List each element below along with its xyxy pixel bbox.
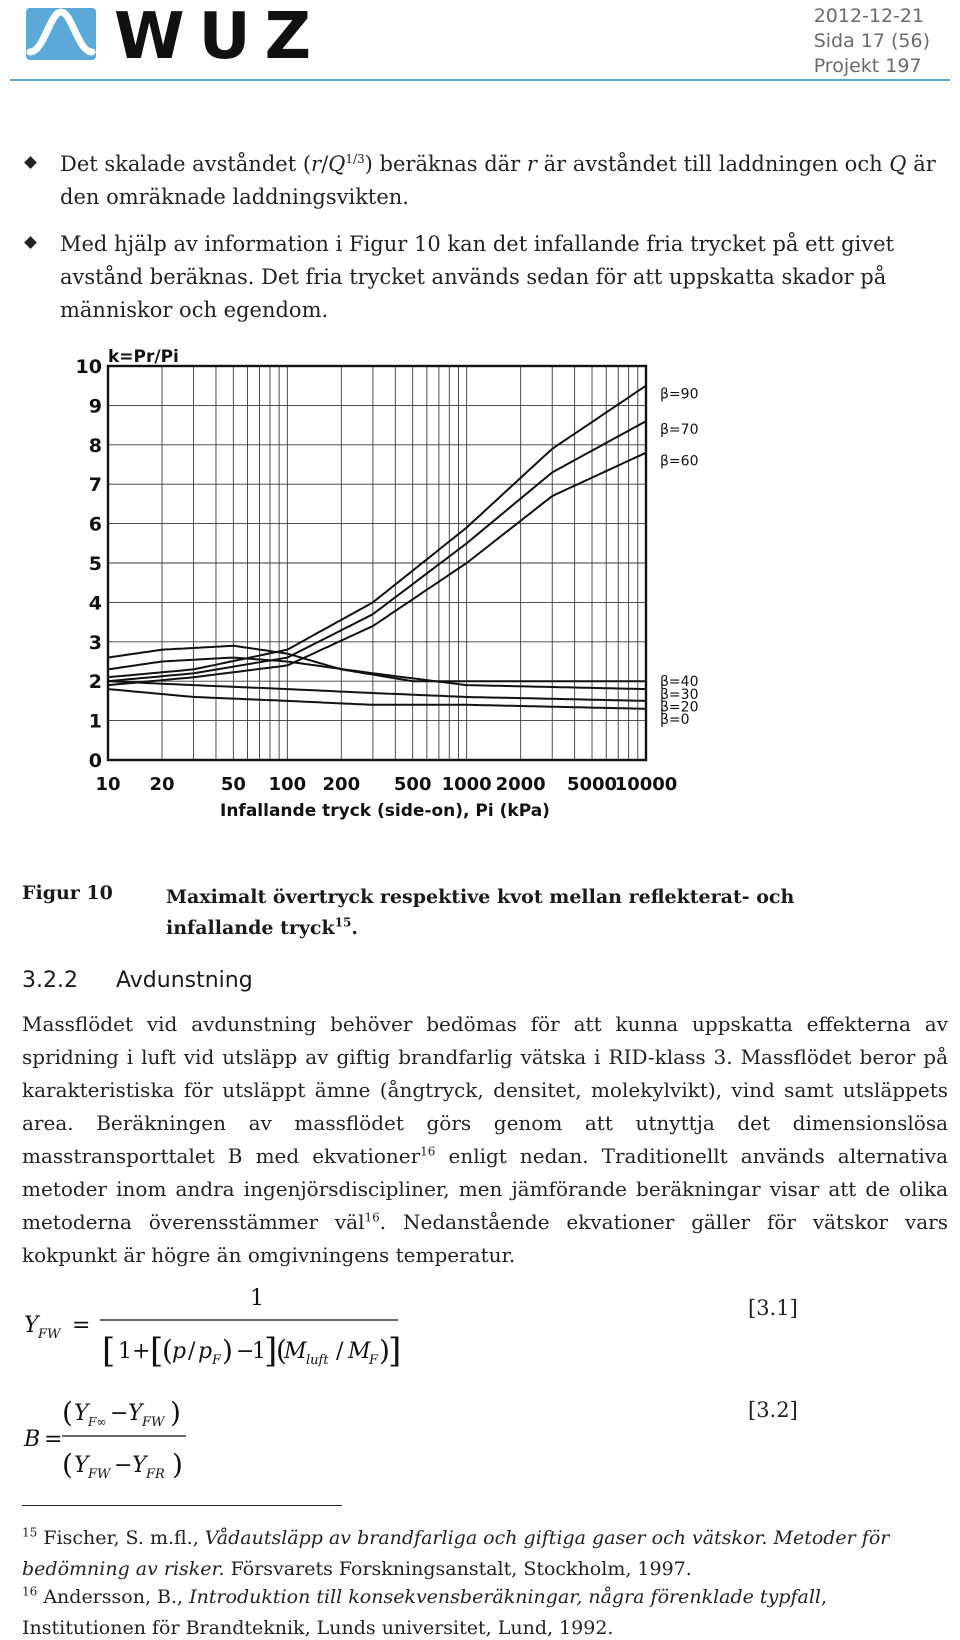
- svg-text:/: /: [188, 1339, 196, 1364]
- series-label: β=0: [660, 712, 690, 729]
- diamond-bullet-icon: [24, 156, 37, 169]
- y-tick-label: 3: [88, 631, 102, 654]
- header-date: 2012-12-21: [813, 5, 925, 27]
- svg-text:Y: Y: [132, 1453, 147, 1478]
- svg-text:): ): [170, 1396, 181, 1429]
- svg-text:B: B: [24, 1427, 41, 1452]
- equation-3-1-label: [3.1]: [748, 1296, 798, 1320]
- svg-text:F: F: [369, 1353, 379, 1368]
- series-line: [108, 386, 646, 678]
- bullet-text: Det skalade avståndet $(r/Q^{1/3})$ beräknas där r är avståndet till laddningen och Q är den omräknade laddningsvikten.: [60, 152, 936, 209]
- wuz-logo: [24, 4, 364, 64]
- svg-text:p: p: [172, 1339, 187, 1364]
- svg-text:−: −: [114, 1453, 133, 1478]
- svg-text:Y: Y: [74, 1401, 89, 1426]
- x-tick-label: 200: [322, 774, 361, 795]
- series-label: β=40: [660, 674, 699, 691]
- svg-text:1: 1: [118, 1339, 132, 1364]
- series-label: β=30: [660, 686, 699, 703]
- series-line: [108, 646, 646, 681]
- figure-label: Figur 10: [22, 882, 113, 904]
- svg-text:1: 1: [252, 1339, 266, 1364]
- svg-text:(: (: [162, 1334, 173, 1367]
- footnote-ref: 15: [334, 915, 352, 930]
- x-tick-label: 5000: [566, 774, 618, 795]
- equation-3-2-label: [3.2]: [748, 1398, 798, 1422]
- y-tick-label: 0: [88, 750, 102, 772]
- footnote: $^{16}$ Andersson, B., Introduktion till konsekvensberäkningar, några förenklade typfall, Institutionen för Brandteknik, Lunds universitet, Lund, 1992.: [22, 1584, 828, 1639]
- series-label: β=20: [660, 699, 699, 716]
- x-axis-label: Infallande tryck (side-on), Pi (kPa): [220, 801, 550, 821]
- svg-text:luft: luft: [306, 1353, 329, 1368]
- header-rule: [10, 79, 950, 81]
- svg-text:Y: Y: [74, 1453, 89, 1478]
- svg-text:): ): [379, 1334, 390, 1367]
- svg-text:FW: FW: [88, 1467, 111, 1482]
- equation-3-2: [22, 1388, 282, 1484]
- svg-text:[: [: [102, 1331, 116, 1371]
- header-meta: [814, 4, 930, 79]
- x-tick-label: 1000: [441, 774, 492, 795]
- bullet-item: [24, 148, 948, 214]
- svg-text:F∞: F∞: [88, 1415, 107, 1429]
- svg-text:Y: Y: [24, 1313, 39, 1338]
- svg-text:/: /: [336, 1339, 344, 1364]
- svg-text:(: (: [62, 1396, 73, 1429]
- y-tick-label: 8: [88, 434, 102, 457]
- y-tick-label: 2: [88, 671, 102, 694]
- series-label: β=60: [660, 453, 699, 470]
- svg-text:): ): [222, 1334, 233, 1367]
- x-tick-label: 10000: [614, 774, 678, 795]
- y-tick-label: 10: [75, 356, 102, 378]
- section-number: 3.2.2: [22, 968, 78, 993]
- svg-text:=: =: [44, 1427, 63, 1452]
- footnote-ref: 16: [420, 1144, 436, 1159]
- x-tick-label: 20: [149, 774, 175, 795]
- y-tick-label: 4: [88, 592, 102, 615]
- series-line: [108, 681, 646, 701]
- series-label: β=90: [660, 386, 699, 403]
- header-page: Sida 17 (56): [813, 30, 930, 52]
- svg-text:M: M: [284, 1339, 307, 1364]
- figure-caption: Maximalt övertryck respektive kvot mellan reflekterat- och infallande tryck$^{15}$.: [166, 886, 795, 939]
- y-tick-label: 1: [88, 710, 102, 733]
- x-tick-label: 100: [268, 774, 307, 795]
- x-tick-label: 500: [393, 774, 432, 795]
- equation-3-1: [22, 1280, 442, 1372]
- svg-text:FW: FW: [142, 1415, 165, 1430]
- svg-text:(: (: [62, 1448, 73, 1481]
- svg-text:]: ]: [264, 1331, 278, 1371]
- footnote: $^{15}$ Fischer, S. m.fl., Vådautsläpp av brandfarliga och giftiga gaser och vätskor. Metoder för bedömning av risker. Försvarets Forskningsanstalt, Stockholm, 1997.: [22, 1525, 890, 1580]
- svg-text:FW: FW: [38, 1327, 61, 1342]
- reflection-ratio-chart: [70, 346, 770, 846]
- y-tick-label: 7: [88, 474, 102, 497]
- body-paragraph: Massflödet vid avdunstning behöver bedömas för att kunna uppskatta effekterna av spridning i luft vid utsläpp av giftig brandfarlig vätska i RID-klass 3. Massflödet beror på karakteristiska för utsläppt ämne (ångtryck, densitet, molekylvikt), vind samt utsläppets area. Beräkningen av massflödet görs genom att utnyttja det dimensionslösa masstransporttalet B med ekvationer$^{16}$ enligt nedan. Traditionellt används alternativa metoder inom andra ingenjörsdiscipliner, men jämförande beräkningar visar att de olika metoderna överensstämmer väl$^{16}$. Nedanstående ekvationer gäller för vätskor vars kokpunkt är högre än omgivningens temperatur.: [22, 1012, 948, 1267]
- logo-mark-icon: [26, 8, 96, 60]
- y-axis-label: k=Pr/Pi: [108, 347, 179, 367]
- svg-text:(: (: [276, 1334, 287, 1367]
- svg-text:+: +: [132, 1339, 151, 1364]
- svg-text:1: 1: [250, 1286, 264, 1311]
- bullet-item: [24, 228, 948, 327]
- footnote-rule: [22, 1505, 342, 1506]
- y-tick-label: 9: [88, 395, 102, 418]
- svg-text:p: p: [198, 1339, 213, 1364]
- svg-text:=: =: [72, 1313, 91, 1338]
- y-tick-label: 5: [88, 553, 102, 575]
- svg-text:Y: Y: [128, 1401, 143, 1426]
- svg-text:]: ]: [388, 1331, 402, 1371]
- series-label: β=70: [660, 422, 699, 439]
- svg-text:[: [: [150, 1331, 164, 1371]
- x-tick-label: 50: [220, 774, 246, 795]
- footnote-ref: 16: [364, 1210, 380, 1225]
- svg-text:FR: FR: [146, 1467, 165, 1482]
- section-title: Avdunstning: [116, 968, 253, 993]
- diamond-bullet-icon: [24, 236, 37, 249]
- svg-text:F: F: [212, 1353, 222, 1368]
- svg-text:): ): [172, 1448, 183, 1481]
- y-tick-label: 6: [88, 513, 102, 536]
- svg-text:M: M: [348, 1339, 371, 1364]
- series-line: [108, 453, 646, 685]
- header-project: Projekt 197: [813, 55, 922, 77]
- x-tick-label: 2000: [495, 774, 546, 795]
- bullet-text: Med hjälp av information i Figur 10 kan det infallande fria trycket på ett givet avstånd beräknas. Det fria trycket används sedan för att uppskatta skador på människor och egendom.: [60, 232, 894, 322]
- svg-text:−: −: [236, 1339, 255, 1364]
- svg-text:−: −: [110, 1401, 129, 1426]
- x-tick-label: 10: [95, 774, 121, 795]
- logo-wordmark: WUZ: [114, 4, 325, 64]
